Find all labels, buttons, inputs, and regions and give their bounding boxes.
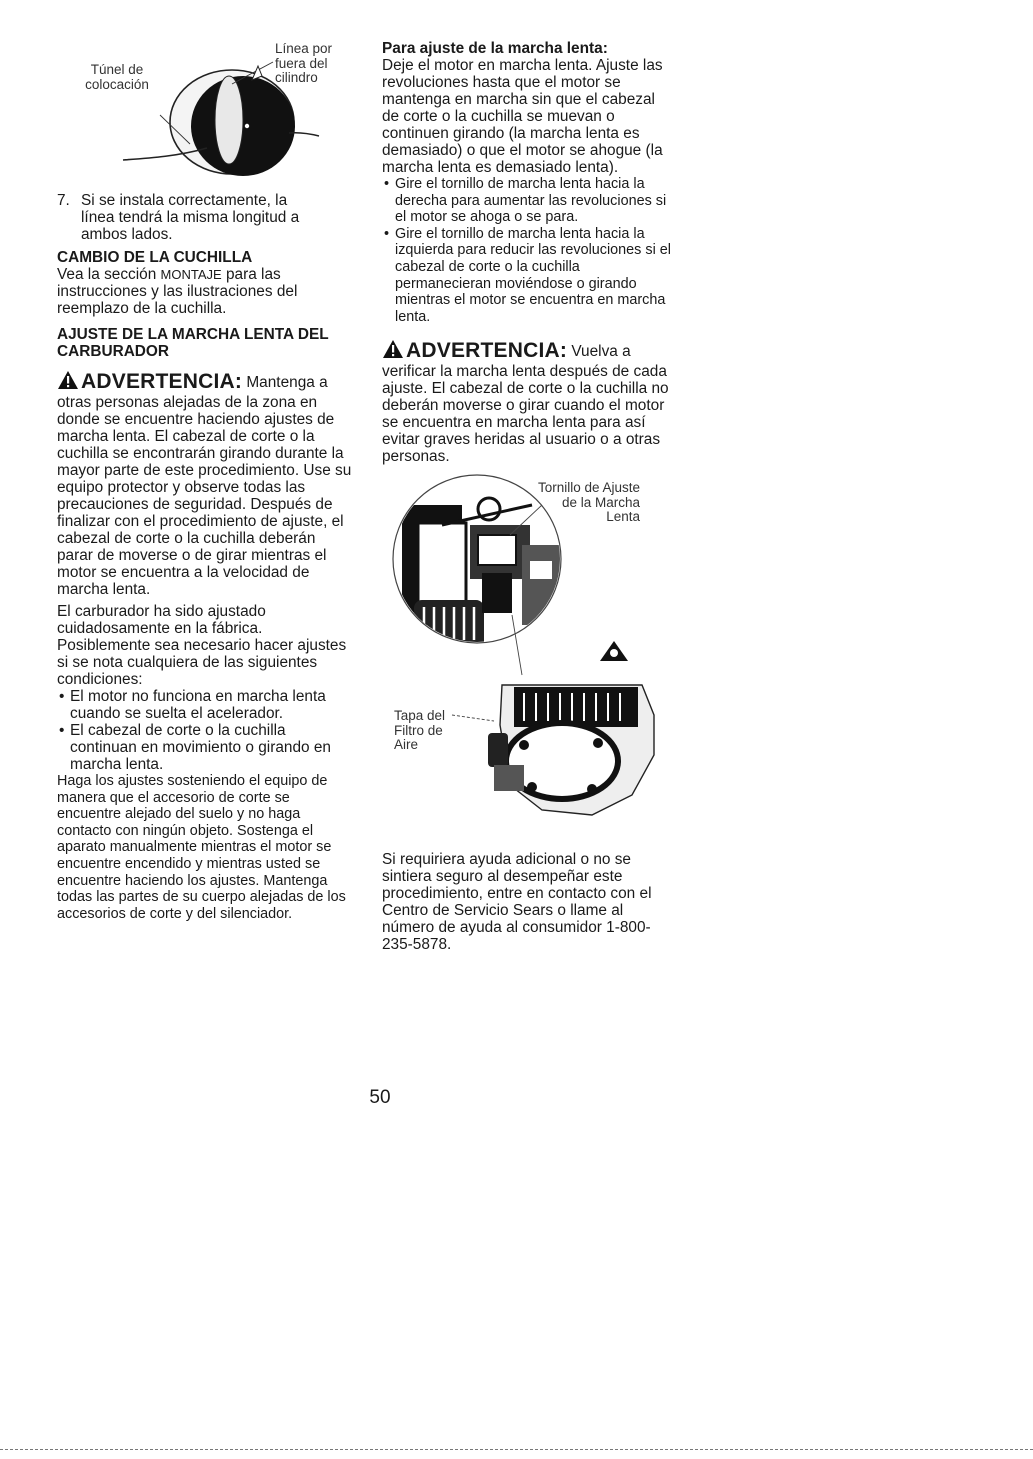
warning-2-title: ADVERTENCIA: [406,339,568,363]
step-7 [57,192,355,243]
step-number: 7. [57,192,70,209]
warning-triangle-icon [57,370,79,394]
list-item: • Gire el tornillo de marcha lenta hacia la derecha para aumentar las revoluciones si el motor se ahoga o se para. [382,176,674,226]
warning-2-text: Vuelva a verificar la marcha lenta después de cada ajuste. El cabezal de corte o la cuchilla no deberán moverse o girar cuando el motor se encuentra en marcha lenta para así evitar graves heridas al usuario o a otras personas. [382,343,669,466]
label-line-outside: Línea por fuera del cilindro [275,41,333,85]
list-item: • El cabezal de corte o la cuchilla continuan en movimiento o girando en marcha lenta. [57,722,355,773]
heading-slow-adjust: Para ajuste de la marcha lenta: [382,40,608,57]
label-air-filter-cover: Tapa del Filtro de Aire [394,708,446,753]
paragraph-carburetor: El carburador ha sido ajustado cuidadosamente en la fábrica. Posiblemente sea necesario hacer ajustes si se nota cualquiera de las siguientes condiciones: [57,603,347,688]
paragraph-blade-change: Vea la sección MONTAJE para las instrucciones y las ilustraciones del reemplazo de la cuchilla. [57,266,298,317]
heading-idle-adjust: AJUSTE DE LA MARCHA LENTA DEL CARBURADOR [57,326,329,360]
step-text: Si se instala correctamente, la línea tendrá la misma longitud a ambos lados. [81,192,300,243]
carburetor-figure [382,465,674,837]
warning-1 [57,370,355,598]
paragraph-slow-adjust: Deje el motor en marcha lenta. Ajuste las revoluciones hasta que el motor se mantenga en marcha sin que el cabezal de corte o la cuchilla se muevan o continuen girando (la marcha lenta es demasiado) o que el motor se ahogue (la marcha lenta es demasiado lenta). [382,57,663,176]
bottom-rule [0,1449,1033,1450]
left-column [57,40,355,922]
list-item: • El motor no funciona en marcha lenta cuando se suelta el acelerador. [57,688,355,722]
trimmer-head-figure [57,40,355,182]
warning-1-title: ADVERTENCIA: [81,370,243,393]
page-number: 50 [369,1087,391,1108]
list-item: • Gire el tornillo de marcha lenta hacia la izquierda para reducir las revoluciones si el cabezal de corte o la cuchilla permanecieran moviéndose o girando mientras el motor se encuentra en marcha lenta. [382,226,674,326]
label-tunnel: Túnel de colocación [85,62,149,92]
warning-1-text: Mantenga a otras personas alejadas de la zona en donde se encuentre haciendo ajustes de marcha lenta. El cabezal de corte o la cuchilla se encontrarán girando durante la mayor parte de este procedimiento. Use su equipo protector y observe todas las precauciones de seguridad. Después de finalizar con el procedimiento de ajuste, el cabezal de corte o la cuchilla deberán parar de moverse o de girar mientras el motor se encuentra a la velocidad de marcha lenta. [57,374,352,598]
paragraph-help: Si requiriera ayuda adicional o no se sintiera seguro al desempeñar este procedimiento, entre en contacto con el Centro de Servicio Sears o llame al número de ayuda al consumidor 1-800-235-5878. [382,851,652,954]
paragraph-hold: Haga los ajustes sosteniendo el equipo de manera que el accesorio de corte se encuentre alejado del suelo y no haga contacto con ningún objeto. Sostenga el aparato manualmente mientras el motor se encuentre encendido y mientras usted se encuentre haciendo los ajustes. Mantenga todas las partes de su cuerpo alejadas de los accesorios de corte y del silenciador. [57,773,346,922]
warning-2 [382,339,674,465]
label-idle-screw: Tornillo de Ajuste de la Marcha Lenta [537,480,640,525]
right-column [382,40,674,953]
warning-triangle-icon [382,339,404,363]
screw-instructions-list [382,176,674,325]
heading-blade-change: CAMBIO DE LA CUCHILLA [57,249,253,266]
conditions-list [57,688,355,773]
